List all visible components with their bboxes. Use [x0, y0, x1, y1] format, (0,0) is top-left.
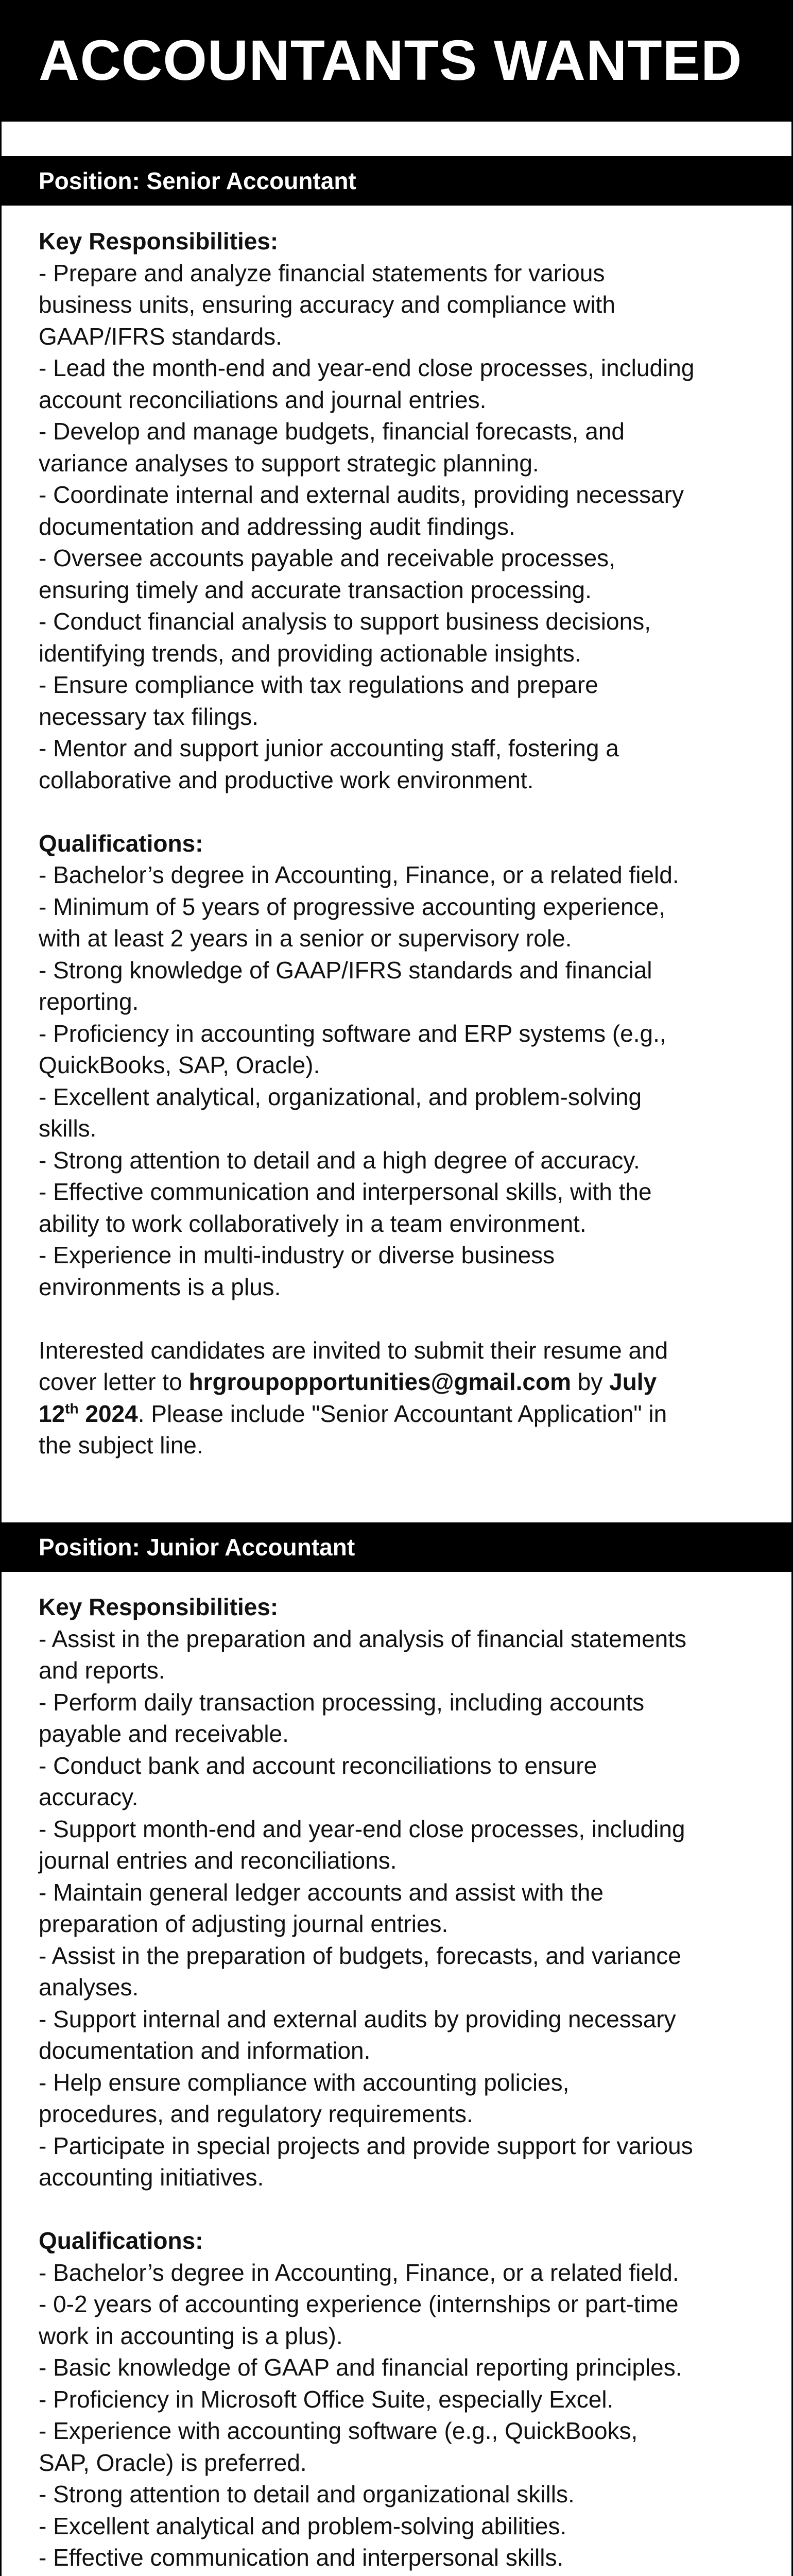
list-item: - Bachelor’s degree in Accounting, Finance, or a related field. [39, 861, 679, 888]
list-item: procedures, and regulatory requirements. [39, 2100, 473, 2127]
list-item: - Excellent analytical, organizational, and problem-solving [39, 1083, 642, 1110]
list-item: - Proficiency in Microsoft Office Suite, especially Excel. [39, 2385, 614, 2413]
list-item: payable and receivable. [39, 1720, 289, 1747]
list-item: - Participate in special projects and provide support for various [39, 2132, 693, 2159]
junior-qualifications-heading: Qualifications: [39, 2227, 203, 2254]
list-item: accounting initiatives. [39, 2164, 264, 2191]
senior-responsibilities-list [39, 258, 760, 796]
senior-deadline-day: 12 [39, 1400, 65, 1427]
list-item: - Mentor and support junior accounting staff, fostering a [39, 735, 619, 761]
senior-application-instructions [39, 1335, 760, 1462]
list-item: - Support month-end and year-end close processes, including [39, 1815, 685, 1842]
list-item: work in accounting is a plus). [39, 2322, 343, 2349]
list-item: variance analyses to support strategic planning. [39, 449, 539, 477]
page-title-banner [2, 0, 791, 122]
list-item: - Maintain general ledger accounts and assist with the [39, 1878, 604, 1906]
senior-position-bar [2, 156, 791, 206]
list-item: - Assist in the preparation of budgets, forecasts, and variance [39, 1942, 681, 1969]
list-item: - Excellent analytical and problem-solving abilities. [39, 2512, 567, 2539]
senior-qualifications-heading: Qualifications: [39, 829, 203, 857]
list-item [39, 2574, 760, 2576]
list-item: reporting. [39, 988, 139, 1015]
list-item: GAAP/IFRS standards. [39, 323, 282, 350]
list-item: journal entries and reconciliations. [39, 1847, 397, 1874]
list-item: - Effective communication and interpersonal skills, with the [39, 1178, 652, 1205]
list-item: - Minimum of 5 years of progressive accounting experience, [39, 893, 666, 920]
page-title: ACCOUNTANTS WANTED [39, 29, 743, 92]
list-item: and reports. [39, 1657, 165, 1684]
junior-section [39, 1591, 760, 2576]
list-item: - Strong attention to detail and a high degree of accuracy. [39, 1146, 640, 1174]
list-item: documentation and addressing audit findings. [39, 513, 515, 540]
list-item: necessary tax filings. [39, 703, 258, 730]
senior-qualifications-list [39, 859, 760, 1303]
list-item: - Perform daily transaction processing, including accounts [39, 1688, 645, 1716]
list-item: ensuring timely and accurate transaction processing. [39, 576, 592, 603]
senior-deadline-year: 2024 [78, 1400, 138, 1427]
list-item: - Strong attention to detail and organizational skills. [39, 2481, 575, 2507]
list-item: - Oversee accounts payable and receivable processes, [39, 545, 615, 571]
list-item: skills. [39, 1115, 97, 1142]
list-item: - Proficiency in accounting software and ERP systems (e.g., [39, 1020, 666, 1047]
list-item: - Lead the month-end and year-end close processes, including [39, 354, 695, 381]
list-item: documentation and information. [39, 2037, 371, 2064]
list-item: with at least 2 years in a senior or supervisory role. [39, 925, 572, 952]
list-item: account reconciliations and journal entries. [39, 386, 487, 413]
list-item: business units, ensuring accuracy and compliance with [39, 291, 615, 318]
senior-position-title: Position: Senior Accountant [39, 167, 356, 194]
list-item: identifying trends, and providing actionable insights. [39, 639, 581, 667]
list-item: collaborative and productive work environment. [39, 766, 534, 793]
senior-email-address: hrgroupopportunities@gmail.com [188, 1368, 571, 1395]
list-item: - Ensure compliance with tax regulations and prepare [39, 671, 598, 698]
junior-responsibilities-heading: Key Responsibilities: [39, 1594, 279, 1620]
list-item: - Strong knowledge of GAAP/IFRS standards and financial [39, 956, 652, 984]
senior-section [39, 226, 760, 1462]
list-item: QuickBooks, SAP, Oracle). [39, 1052, 320, 1078]
list-item: - Assist in the preparation and analysis of financial statements [39, 1625, 687, 1652]
list-item: - Coordinate internal and external audits, providing necessary [39, 481, 684, 508]
list-item: - Conduct financial analysis to support business decisions, [39, 608, 651, 635]
list-item: - Experience in multi-industry or diverse business [39, 1242, 555, 1268]
junior-qualifications-list [39, 2257, 760, 2576]
junior-position-bar [2, 1522, 791, 1572]
junior-position-title: Position: Junior Accountant [39, 1534, 355, 1561]
list-item: - Develop and manage budgets, financial forecasts, and [39, 418, 625, 445]
senior-apply-line: the subject line. [39, 1432, 203, 1459]
senior-apply-line: Interested candidates are invited to submit their resume and [39, 1336, 668, 1364]
list-item: - Support internal and external audits by providing necessary [39, 2005, 676, 2032]
list-item: analyses. [39, 1974, 139, 2001]
senior-deadline-month: July [609, 1368, 657, 1395]
senior-responsibilities-heading: Key Responsibilities: [39, 228, 279, 255]
list-item: - Effective communication and interpersonal skills. [39, 2544, 564, 2571]
list-item: - Prepare and analyze financial statements for various [39, 259, 605, 286]
list-item: - Help ensure compliance with accounting policies, [39, 2069, 570, 2096]
list-item: ability to work collaboratively in a team environment. [39, 1210, 587, 1237]
junior-responsibilities-list [39, 1623, 760, 2194]
list-item: SAP, Oracle) is preferred. [39, 2449, 307, 2476]
list-item: - 0-2 years of accounting experience (internships or part-time [39, 2291, 679, 2317]
list-item: - Conduct bank and account reconciliations to ensure [39, 1752, 597, 1779]
list-item: environments is a plus. [39, 1273, 281, 1300]
list-item: - Bachelor’s degree in Accounting, Finance, or a related field. [39, 2259, 679, 2286]
senior-apply-line: 12th 2024. Please include "Senior Accountant Application" in [39, 1400, 667, 1427]
list-item: - Experience with accounting software (e.g., QuickBooks, [39, 2417, 638, 2444]
list-item: - Basic knowledge of GAAP and financial reporting principles. [39, 2354, 682, 2381]
senior-apply-line: cover letter to hrgroupopportunities@gmail.com by July [39, 1368, 657, 1395]
list-item: accuracy. [39, 1784, 139, 1810]
list-item: preparation of adjusting journal entries. [39, 1910, 449, 1937]
